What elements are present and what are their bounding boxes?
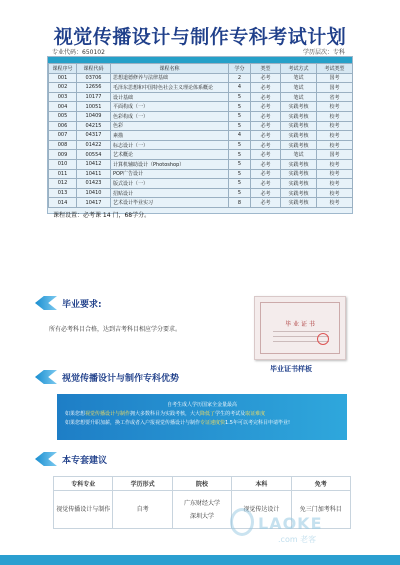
advantage-text: 1.5年可以考完科目申请毕业!: [225, 420, 290, 426]
advantage-text: 如果您想要升职加薪，换工作或者入户报视觉传播设计与制作: [65, 420, 201, 426]
cell-type: 必考: [251, 179, 281, 189]
cell-seq: 006: [49, 121, 77, 131]
cell-code: 03706: [77, 73, 111, 83]
cell-exam-type: 校考: [317, 131, 353, 141]
cell-name: 毛泽东思想和中国特色社会主义理论体系概论: [111, 83, 229, 93]
cell-exam-type: 国考: [317, 73, 353, 83]
cell-credit: 5: [229, 159, 251, 169]
col-header-code: 课程代码: [77, 64, 111, 74]
cell-exam-type: 校考: [317, 198, 353, 208]
certificate-caption: 毕业证书样板: [270, 365, 312, 373]
cell-code: 10177: [77, 92, 111, 102]
cell-code: 01423: [77, 179, 111, 189]
cell-name: 设计基础: [111, 92, 229, 102]
cell-seq: 014: [49, 198, 77, 208]
sug-col-major: 专科专业: [54, 477, 113, 491]
advantage-text: 学生的考试及: [215, 411, 246, 417]
cell-type: 必考: [251, 92, 281, 102]
advantages-heading: [35, 370, 179, 384]
cell-credit: 5: [229, 140, 251, 150]
cell-exam-type: 国考: [317, 83, 353, 93]
education-level: 学历层次：专科: [303, 49, 346, 56]
sug-exempt: 免三门加考科目: [291, 491, 350, 529]
cell-type: 必考: [251, 140, 281, 150]
arrow-icon: [35, 452, 57, 466]
table-row: [49, 92, 353, 102]
cell-exam-type: 校考: [317, 188, 353, 198]
seal-icon: [317, 333, 329, 345]
cell-credit: 5: [229, 150, 251, 160]
sug-schools: [172, 491, 231, 529]
advantage-highlight: 取证难度: [245, 411, 266, 417]
cell-exam-type: 国考: [317, 150, 353, 160]
cell-seq: 012: [49, 179, 77, 189]
table-row: [49, 159, 353, 169]
sug-undergrad: 视觉传达设计: [232, 491, 291, 529]
cell-name: 色彩构成（一）: [111, 111, 229, 121]
table-row: [49, 179, 353, 189]
course-table-header-row: [49, 64, 353, 74]
certificate-image: [254, 296, 346, 360]
cell-seq: 004: [49, 102, 77, 112]
cell-type: 必考: [251, 198, 281, 208]
cell-seq: 009: [49, 150, 77, 160]
advantage-line-2: [65, 410, 339, 419]
cell-exam-type: 校考: [317, 159, 353, 169]
cell-exam-type: 校考: [317, 140, 353, 150]
certificate-title: 毕 业 证 书: [285, 321, 315, 328]
cell-credit: 5: [229, 121, 251, 131]
cell-type: 必考: [251, 150, 281, 160]
advantages-heading-text: 视觉传播设计与制作专科优势: [62, 373, 180, 384]
sug-col-school: 院校: [172, 477, 231, 491]
cell-code: 10412: [77, 159, 111, 169]
course-summary: 课程设置：必考课 14 门，68学分。: [53, 211, 151, 219]
cell-exam-type: 校考: [317, 169, 353, 179]
cell-method: 笔试: [281, 150, 317, 160]
table-row: [49, 169, 353, 179]
course-table: [48, 63, 353, 208]
graduation-heading: [35, 296, 102, 310]
sug-major: 视觉传播设计与制作: [54, 491, 113, 529]
cell-exam-type: 校考: [317, 102, 353, 112]
cell-code: 12656: [77, 83, 111, 93]
cell-method: 实践考核: [281, 111, 317, 121]
table-row: [49, 102, 353, 112]
sug-school-1: 广东财经大学: [183, 499, 220, 507]
major-code: 专业代码：650102: [52, 49, 105, 56]
advantage-highlight: 视觉传播设计与制作: [85, 411, 131, 417]
col-header-exam-type: 考试类型: [317, 64, 353, 74]
certificate-border: [260, 302, 340, 354]
cell-code: 10417: [77, 198, 111, 208]
certificate-line: [273, 331, 329, 332]
page-title: 视觉传播设计与制作专科考试计划: [53, 26, 347, 48]
cell-code: 04215: [77, 121, 111, 131]
cell-name: 思想道德修养与法律基础: [111, 73, 229, 83]
sug-school-2: 深圳大学: [189, 512, 214, 520]
advantage-line-3: [65, 419, 339, 428]
cell-credit: 4: [229, 83, 251, 93]
arrow-icon: [35, 296, 57, 310]
cell-seq: 007: [49, 131, 77, 141]
cell-method: 实践考核: [281, 188, 317, 198]
cell-name: 招贴设计: [111, 188, 229, 198]
table-row: [49, 198, 353, 208]
course-table-panel: [47, 56, 353, 219]
advantage-line-1: 自考生成人学历国家全金量最高: [166, 402, 237, 408]
watermark-brand: LAOKE: [258, 514, 323, 533]
table-row: [49, 121, 353, 131]
course-table-body: [49, 73, 353, 207]
col-header-name: 课程名称: [111, 64, 229, 74]
cell-code: 10411: [77, 169, 111, 179]
cell-type: 必考: [251, 131, 281, 141]
table-row: [49, 73, 353, 83]
sug-col-form: 学历形式: [113, 477, 172, 491]
cell-name: POP广告设计: [111, 169, 229, 179]
sug-form: 自考: [113, 491, 172, 529]
cell-code: 10409: [77, 111, 111, 121]
graduation-requirement-text: 所有必考科目合格，达到吉考科目相应学分要求。: [49, 326, 182, 333]
cell-method: 笔试: [281, 73, 317, 83]
cell-name: 素描: [111, 131, 229, 141]
table-row: [49, 188, 353, 198]
cell-type: 必考: [251, 121, 281, 131]
watermark-sub: .com 老客: [278, 535, 317, 544]
cell-credit: 5: [229, 188, 251, 198]
advantage-text: 如果您想: [65, 411, 86, 417]
arrow-icon: [35, 370, 57, 384]
cell-code: 01422: [77, 140, 111, 150]
cell-name: 艺术设计毕业实习: [111, 198, 229, 208]
cell-name: 色彩: [111, 121, 229, 131]
cell-name: 计算机辅助设计（Photoshop）: [111, 159, 229, 169]
cell-seq: 001: [49, 73, 77, 83]
cell-method: 实践考核: [281, 131, 317, 141]
cell-credit: 5: [229, 92, 251, 102]
cell-method: 实践考核: [281, 159, 317, 169]
col-header-method: 考试方式: [281, 64, 317, 74]
cell-method: 实践考核: [281, 179, 317, 189]
cell-type: 必考: [251, 73, 281, 83]
table-row: [49, 83, 353, 93]
cell-credit: 5: [229, 111, 251, 121]
cell-credit: 2: [229, 73, 251, 83]
cell-name: 艺术概论: [111, 150, 229, 160]
bottom-bar: [0, 555, 400, 565]
cell-seq: 003: [49, 92, 77, 102]
cell-credit: 8: [229, 198, 251, 208]
table-row: [49, 150, 353, 160]
cell-exam-type: 校考: [317, 111, 353, 121]
cell-seq: 010: [49, 159, 77, 169]
advantage-highlight: 降低了: [200, 411, 216, 417]
cell-method: 实践考核: [281, 121, 317, 131]
cell-type: 必考: [251, 102, 281, 112]
sug-col-undergrad: 本科: [232, 477, 291, 491]
suggestion-heading: [35, 452, 107, 466]
cell-name: 版式设计（一）: [111, 179, 229, 189]
cell-seq: 011: [49, 169, 77, 179]
cell-credit: 4: [229, 131, 251, 141]
table-row: [49, 140, 353, 150]
cell-type: 必考: [251, 83, 281, 93]
table-row: [49, 131, 353, 141]
cell-type: 必考: [251, 111, 281, 121]
cell-method: 笔试: [281, 83, 317, 93]
cell-exam-type: 省考: [317, 92, 353, 102]
cell-seq: 002: [49, 83, 77, 93]
sug-col-exempt: 免考: [291, 477, 350, 491]
advantage-highlight: 专证速度快: [200, 420, 226, 426]
col-header-seq: 课程序号: [49, 64, 77, 74]
col-header-credit: 学分: [229, 64, 251, 74]
table-row: [49, 111, 353, 121]
cell-name: 标志设计（一）: [111, 140, 229, 150]
cell-method: 实践考核: [281, 198, 317, 208]
cell-credit: 5: [229, 179, 251, 189]
cell-method: 实践考核: [281, 169, 317, 179]
advantages-box: [57, 394, 347, 440]
cell-method: 实践考核: [281, 102, 317, 112]
watermark-logo-icon: [230, 508, 254, 536]
graduation-heading-text: 毕业要求:: [62, 299, 102, 310]
cell-name: 平面构成（一）: [111, 102, 229, 112]
cell-seq: 013: [49, 188, 77, 198]
cell-seq: 005: [49, 111, 77, 121]
cell-exam-type: 校考: [317, 121, 353, 131]
cell-code: 00554: [77, 150, 111, 160]
cell-code: 10051: [77, 102, 111, 112]
advantage-text: 拥大多数科目为实践考核，大大: [130, 411, 201, 417]
cell-credit: 5: [229, 102, 251, 112]
suggestion-header-row: [54, 477, 351, 491]
cell-exam-type: 校考: [317, 179, 353, 189]
cell-type: 必考: [251, 159, 281, 169]
suggestion-heading-text: 本专套建议: [62, 455, 108, 466]
cell-method: 笔试: [281, 92, 317, 102]
cell-type: 必考: [251, 188, 281, 198]
cell-method: 实践考核: [281, 140, 317, 150]
cell-seq: 008: [49, 140, 77, 150]
cell-type: 必考: [251, 169, 281, 179]
col-header-type: 类型: [251, 64, 281, 74]
cell-credit: 5: [229, 169, 251, 179]
cell-code: 10410: [77, 188, 111, 198]
cell-code: 04317: [77, 131, 111, 141]
